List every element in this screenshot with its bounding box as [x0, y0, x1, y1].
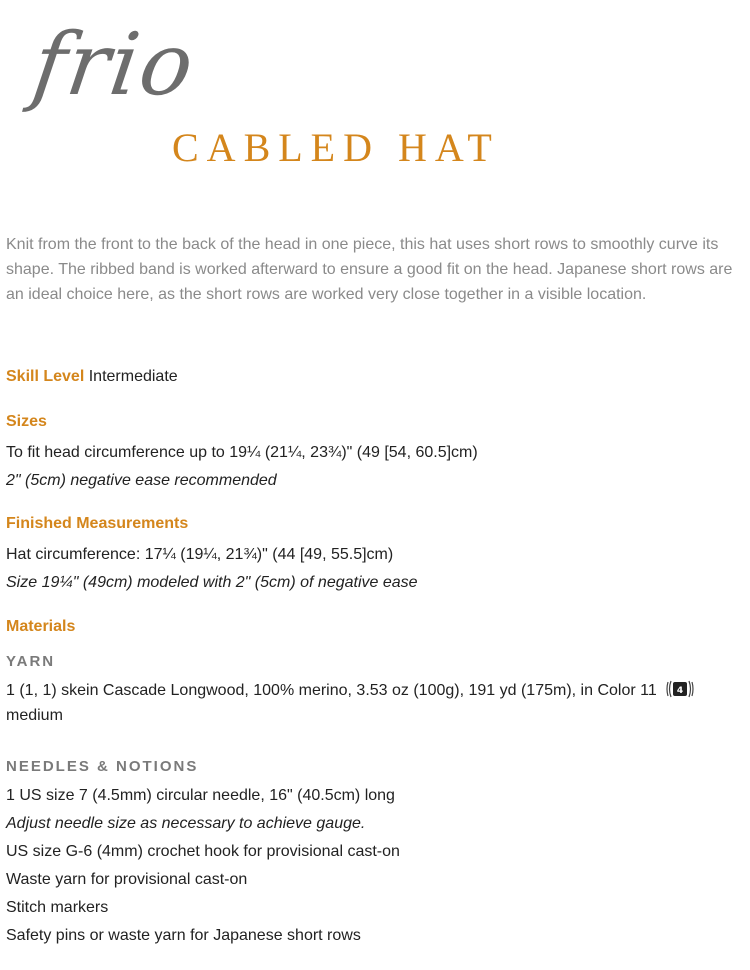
skill-level-value: Intermediate [88, 368, 178, 385]
skill-level-label: Skill Level [6, 368, 85, 385]
finished-heading: Finished Measurements [6, 515, 189, 532]
materials-heading: Materials [6, 618, 76, 635]
yarn-weight-number: 4 [677, 686, 684, 696]
yarn-weight-label: medium [6, 707, 63, 724]
script-title: frio [26, 15, 202, 115]
intro-paragraph: Knit from the front to the back of the head in one piece, this hat uses short rows to smoothly curve its shape. The ribbed band is worked afterward to ensure a good fit on the head. Japanese short rows are an ideal choice here, as the short rows are worked very close together in a visible location. [6, 236, 733, 303]
needles-heading: NEEDLES & NOTIONS [6, 758, 199, 775]
yarn-text: 1 (1, 1) skein Cascade Longwood, 100% merino, 3.53 oz (100g), 191 yd (175m), in Color 11 [6, 682, 657, 700]
skill-level [6, 367, 178, 387]
list-item: Safety pins or waste yarn for Japanese short rows [6, 927, 361, 944]
sizes-heading: Sizes [6, 413, 47, 430]
list-item: 1 US size 7 (4.5mm) circular needle, 16" (40.5cm) long [6, 787, 395, 804]
finished-note: Size 19¼" (49cm) modeled with 2" (5cm) of negative ease [6, 574, 418, 591]
yarn-line [6, 681, 695, 701]
yarn-heading: YARN [6, 653, 56, 670]
list-item: Adjust needle size as necessary to achieve gauge. [6, 815, 366, 832]
yarn-weight-icon [665, 681, 695, 701]
list-item: Stitch markers [6, 899, 109, 916]
page-title: CABLED HAT [172, 125, 500, 170]
sizes-line: To fit head circumference up to 19¼ (21¼, 23¾)" (49 [54, 60.5]cm) [6, 444, 478, 461]
finished-line: Hat circumference: 17¼ (19¼, 21¾)" (44 [49, 55.5]cm) [6, 546, 394, 563]
list-item: US size G-6 (4mm) crochet hook for provisional cast-on [6, 843, 400, 860]
list-item: Waste yarn for provisional cast-on [6, 871, 248, 888]
sizes-note: 2" (5cm) negative ease recommended [6, 472, 277, 489]
